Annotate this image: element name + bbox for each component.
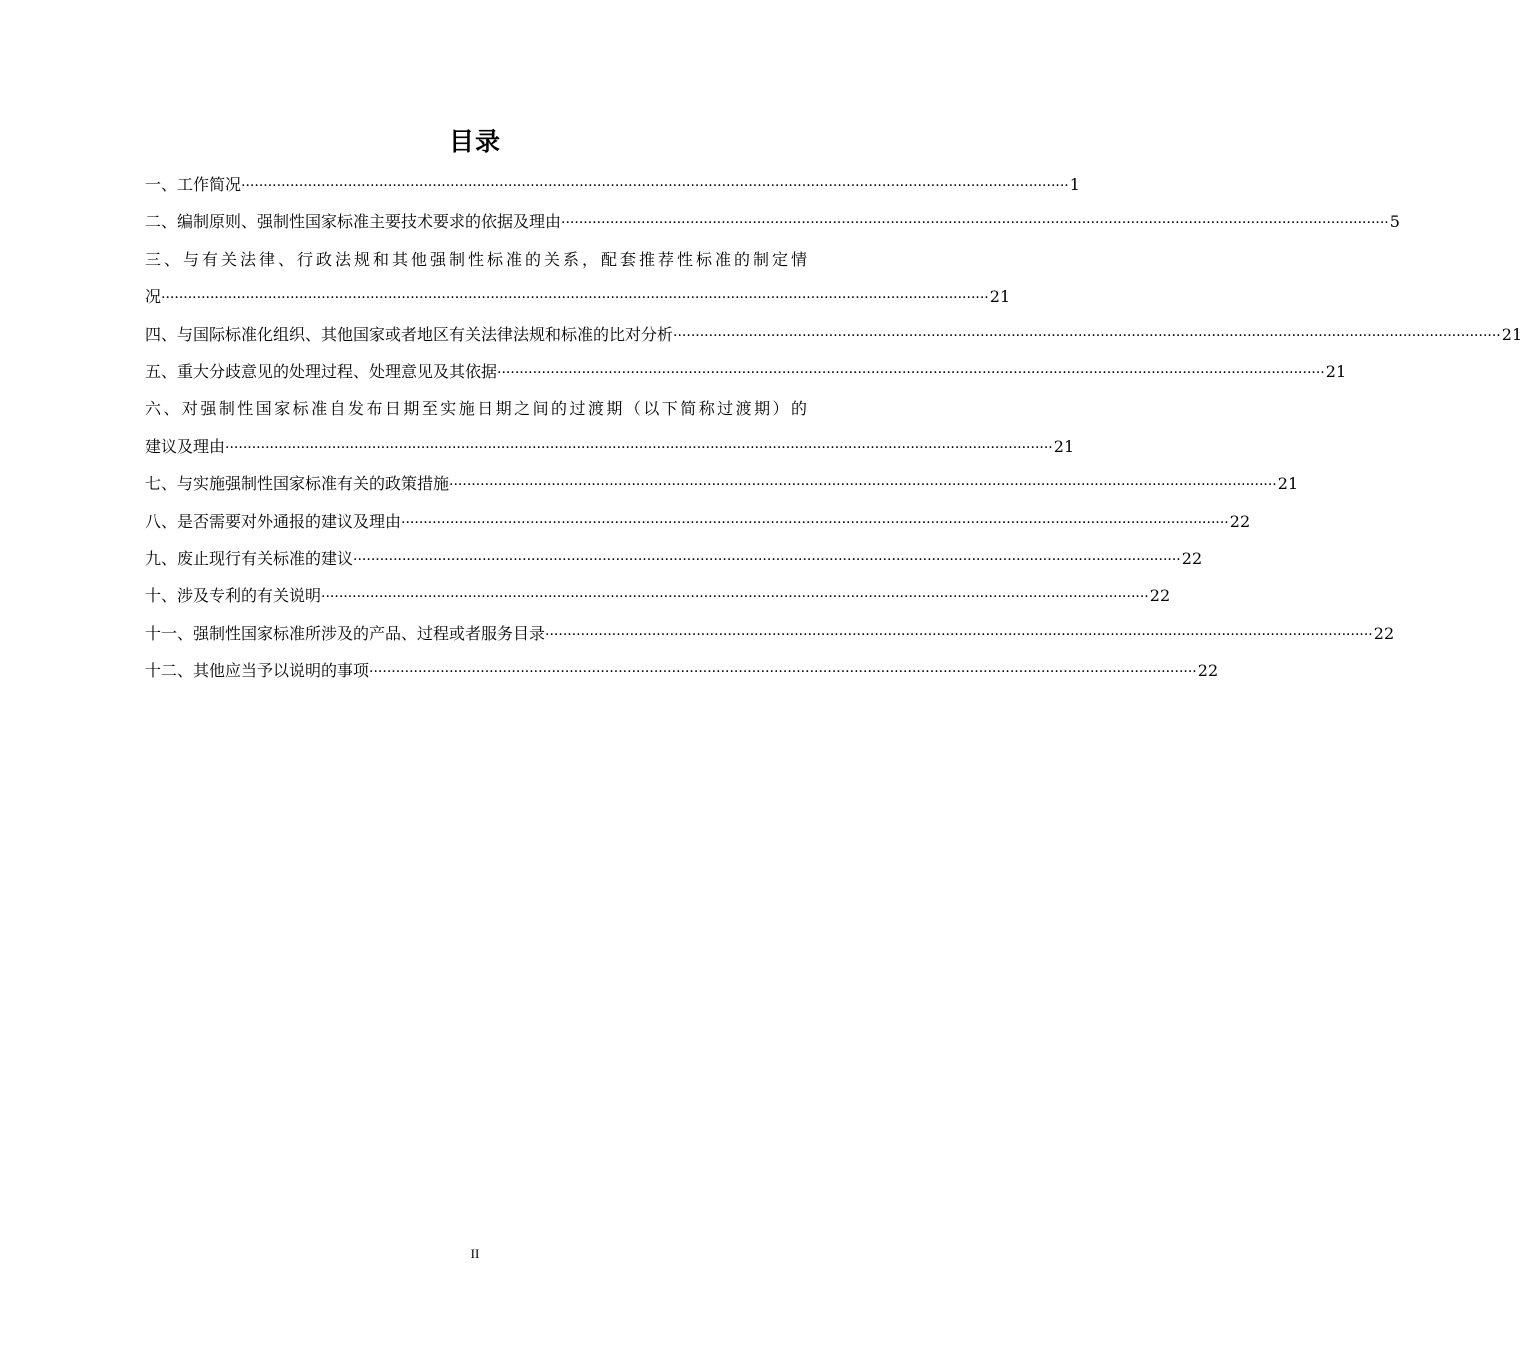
toc-entry-7[interactable] [145,471,1299,508]
toc-entry-3[interactable] [145,284,1011,321]
toc-page-number: 22 [1229,511,1251,531]
toc-leader-dots [161,285,989,311]
toc-page-number: 1 [1069,175,1080,194]
toc-entry-4[interactable] [145,322,1522,359]
toc-entry-6[interactable] [145,434,1075,471]
toc-entry-8[interactable] [145,509,1251,546]
toc-entry-text: 十二、其他应当予以说明的事项 [145,661,370,681]
toc-page-number: 22 [1149,586,1171,606]
toc-entry-text: 四、与国际标准化组织、其他国家或者地区有关法律法规和标准的比对分析 [145,324,674,344]
toc-entry-text: 十、涉及专利的有关说明 [145,586,322,606]
toc-entry-3-line1[interactable]: 三、与有关法律、行政法规和其他强制性标准的关系，配套推荐性标准的制定情 [145,249,807,269]
toc-page-number: 21 [1277,474,1299,494]
toc-leader-dots [561,210,1389,236]
toc-entry-text: 九、废止现行有关标准的建议 [145,548,354,568]
toc-entry-6-line1[interactable]: 六、对强制性国家标准自发布日期至实施日期之间的过渡期（以下简称过渡期）的 [145,399,807,419]
toc-leader-dots [241,173,1069,199]
toc-page-number: 22 [1373,623,1395,643]
toc-entry-2[interactable] [145,209,1400,246]
toc-entry-11[interactable] [145,621,1395,658]
toc-leader-dots [545,622,1373,648]
toc-page-number: 21 [989,287,1011,307]
toc-entry-text: 五、重大分歧意见的处理过程、处理意见及其依据 [145,361,498,381]
toc-entry-text: 八、是否需要对外通报的建议及理由 [145,511,402,531]
toc-entry-text: 一、工作简况 [145,175,242,194]
toc-page-number: 21 [1325,361,1347,381]
toc-leader-dots [225,435,1053,461]
footer-page-number: II [470,1246,480,1261]
toc-entry-text: 二、编制原则、强制性国家标准主要技术要求的依据及理由 [145,212,562,232]
table-of-contents [145,172,1522,695]
toc-page-number: 22 [1197,661,1219,681]
toc-leader-dots [449,472,1277,498]
toc-leader-dots [369,659,1197,685]
toc-leader-dots [353,547,1181,573]
toc-leader-dots [401,510,1229,536]
toc-page-number: 22 [1181,548,1203,568]
toc-entry-1[interactable] [145,172,1080,209]
toc-entry-12[interactable] [145,658,1219,695]
toc-page-number: 21 [1501,324,1522,344]
toc-entry-9[interactable] [145,546,1203,583]
toc-entry-10[interactable] [145,583,1171,620]
toc-page-number: 21 [1053,436,1075,456]
toc-entry-text: 况 [145,287,162,307]
page-title: 目录 [448,127,501,156]
toc-entry-text: 建议及理由 [145,436,226,456]
toc-leader-dots [321,584,1149,610]
toc-leader-dots [673,323,1501,349]
toc-entry-5[interactable] [145,359,1347,396]
toc-entry-text: 十一、强制性国家标准所涉及的产品、过程或者服务目录 [145,623,546,643]
toc-page-number: 5 [1389,212,1400,232]
toc-leader-dots [497,360,1325,386]
toc-entry-text: 七、与实施强制性国家标准有关的政策措施 [145,474,450,494]
